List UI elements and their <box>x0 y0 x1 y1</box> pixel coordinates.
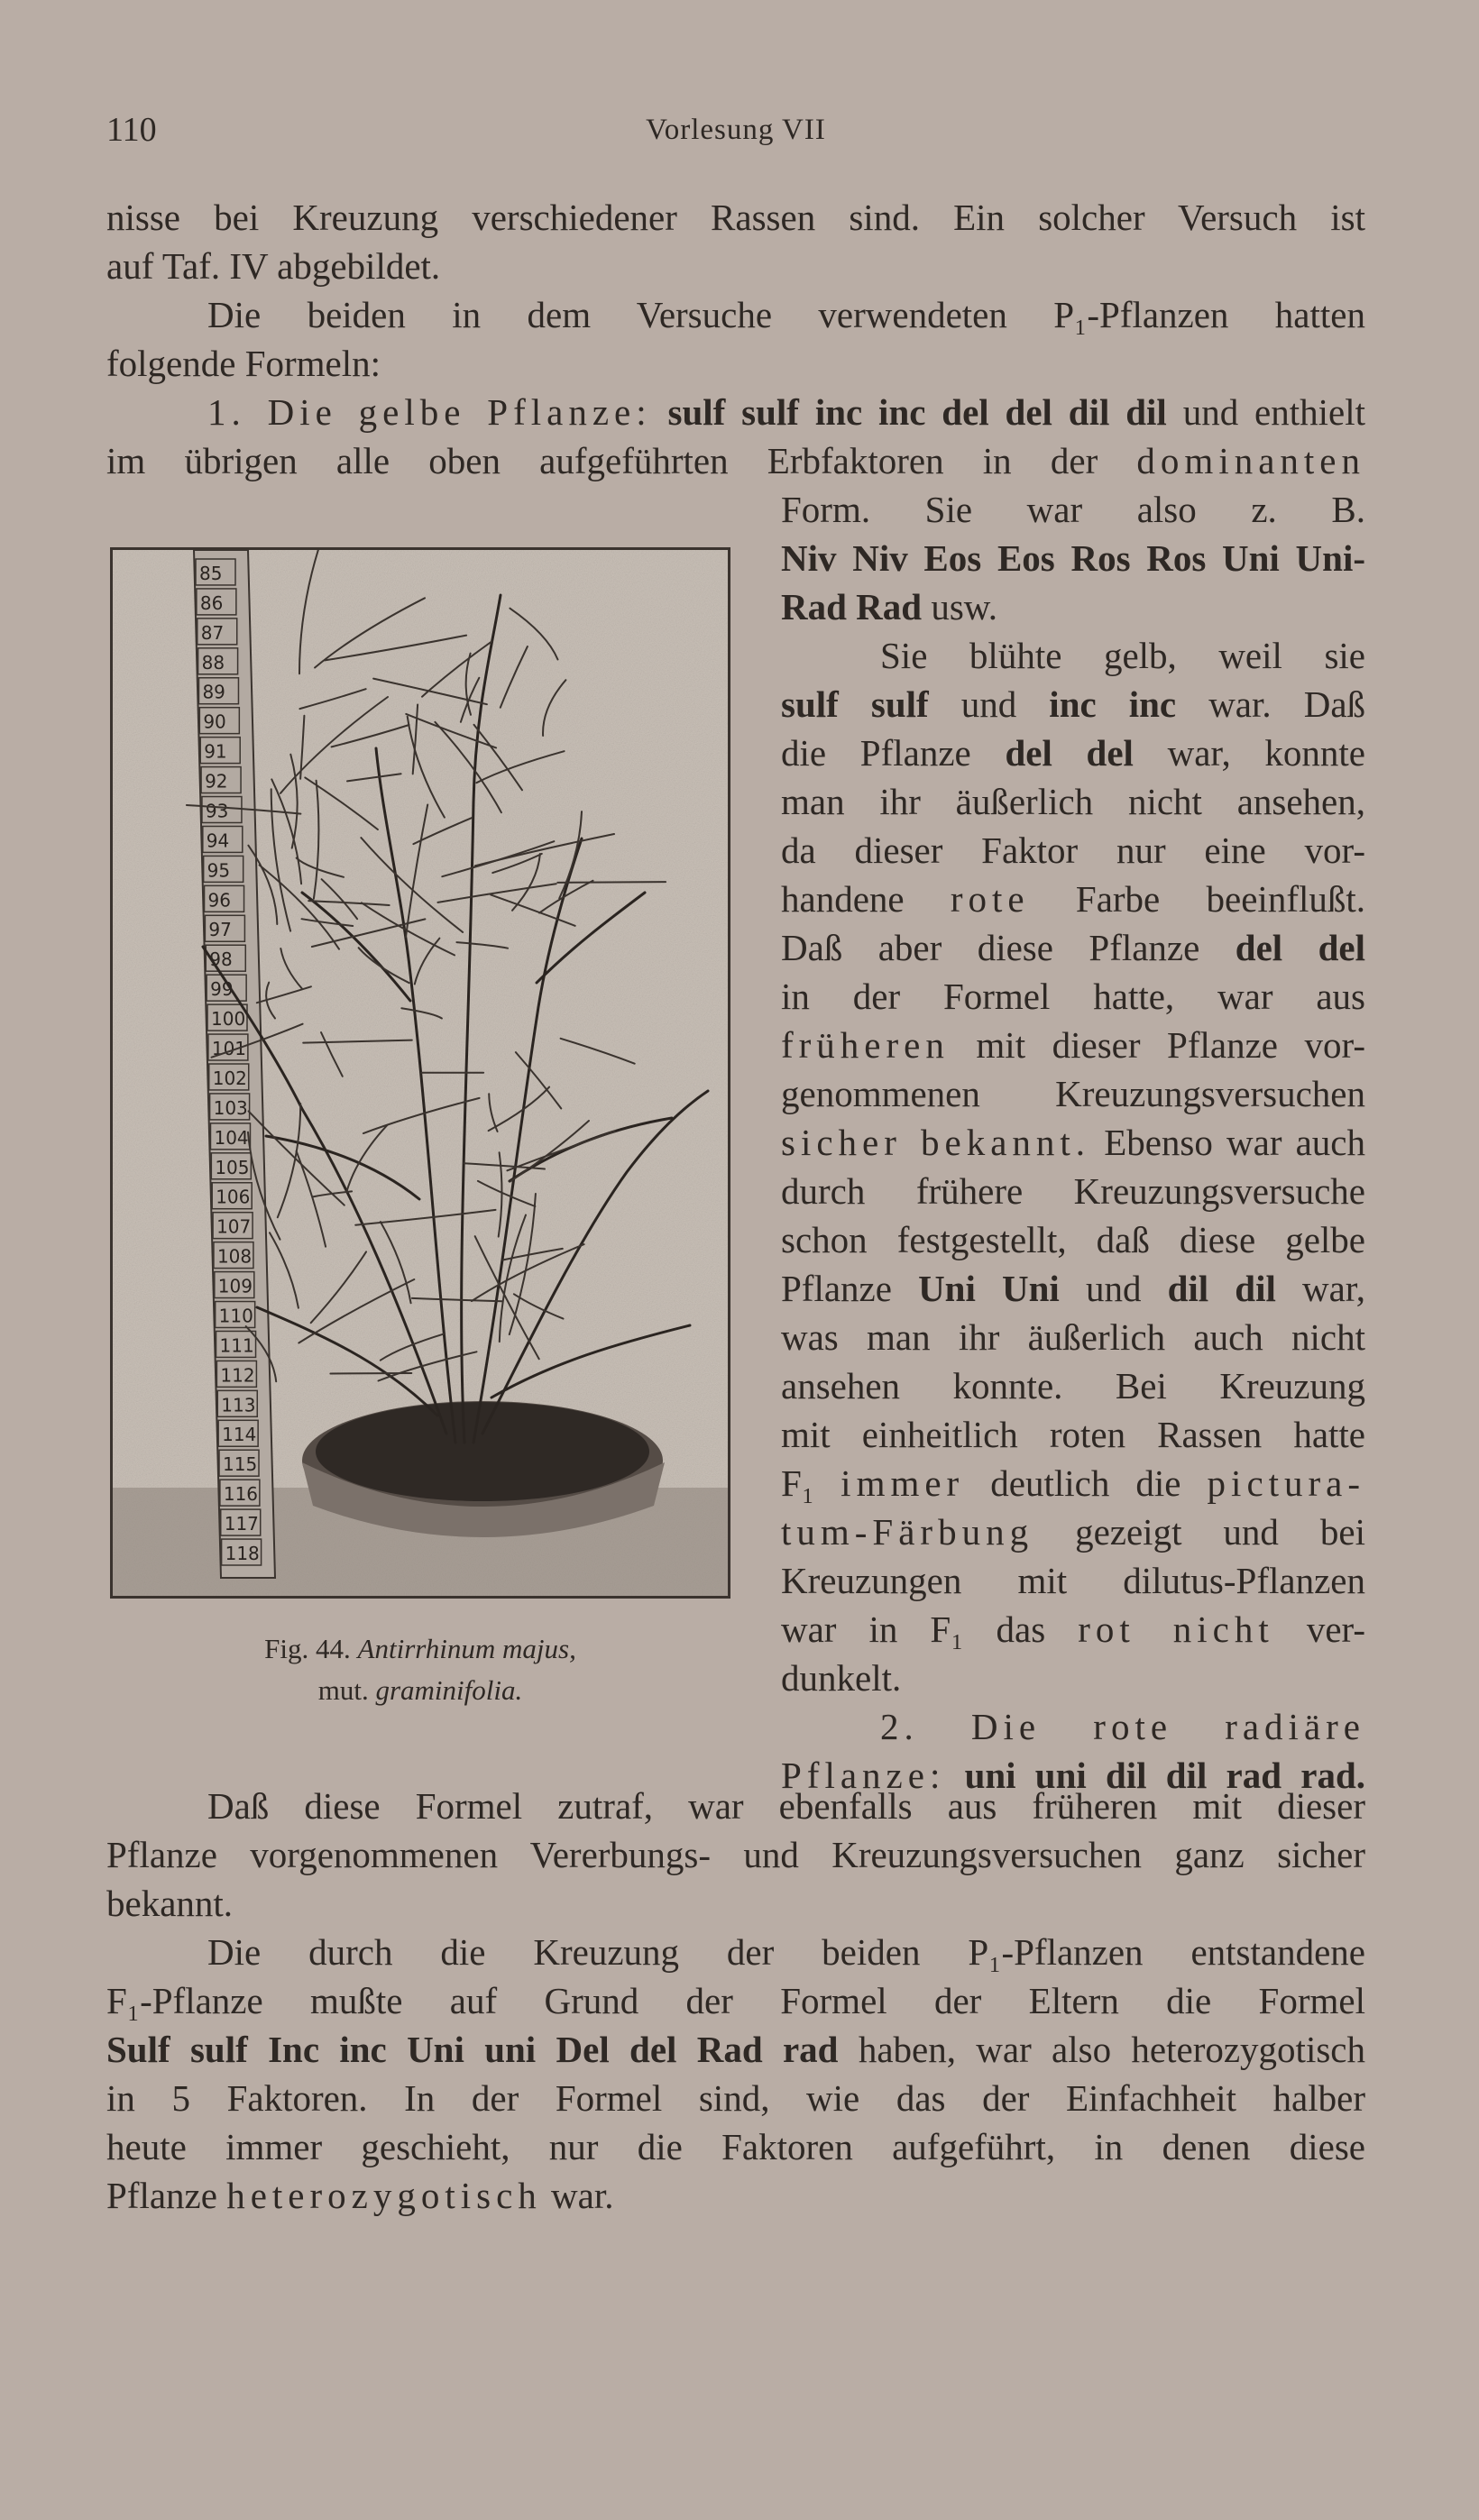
ruler-number: 108 <box>216 1245 253 1268</box>
genetic-formula: Niv Niv Eos Eos Ros Ros Uni Uni- <box>781 537 1365 579</box>
ruler-number: 117 <box>224 1513 259 1535</box>
ruler-number: 113 <box>221 1394 256 1416</box>
genetic-formula: Sulf sulf Inc inc Uni uni Del del Rad rad <box>106 2029 839 2070</box>
ruler-number: 106 <box>216 1186 251 1208</box>
text-span: und <box>960 683 1017 725</box>
figure-caption-line-2 <box>110 1670 730 1711</box>
text-line: nisse bei Kreuzung verschiedener Rassen sind. Ein solcher Versuch ist <box>106 197 1365 238</box>
text-span: und <box>1085 1268 1142 1309</box>
ruler-number: 96 <box>207 889 231 912</box>
text-span: Daß aber diese Pflanze <box>781 927 1200 968</box>
text-span: tum-Färbung <box>781 1511 1034 1553</box>
text-span: und enthielt <box>1182 391 1366 433</box>
text-span: im übrigen alle oben aufgeführten Erbfaktoren in der <box>106 440 1098 481</box>
ruler-number: 107 <box>216 1215 252 1238</box>
ruler-number: 114 <box>222 1424 257 1446</box>
text-line: folgende Formeln: <box>106 343 381 384</box>
text-line: man ihr äußerlich nicht ansehen, <box>781 781 1365 822</box>
ruler-number: 101 <box>211 1038 247 1059</box>
text-line: Pflanze vorgenommenen Vererbungs- und Kreuzungsversuchen ganz sicher <box>106 1834 1365 1875</box>
text-line: bekannt. <box>106 1883 234 1924</box>
text-span: die Pflanze <box>781 732 971 774</box>
ruler-number: 88 <box>201 651 225 674</box>
text-span: 1. Die gelbe Pflanze: <box>207 391 652 433</box>
text-line: in der Formel hatte, war aus <box>781 976 1365 1017</box>
genetic-formula: sulf sulf inc inc del del dil dil <box>667 391 1167 433</box>
text-line <box>781 729 1365 777</box>
text-line <box>781 680 1365 729</box>
text-span: mit dieser Pflanze vor- <box>976 1024 1366 1066</box>
text-line <box>781 1459 1365 1507</box>
ruler-number: 95 <box>207 859 231 882</box>
text-span: war in F₁ das <box>781 1608 1046 1650</box>
genetic-formula: del del <box>1235 927 1365 968</box>
text-line: Die durch die Kreuzung der beiden P₁-Pflanzen entstandene <box>207 1931 1365 1973</box>
leaf <box>557 882 666 883</box>
text-line: Daß diese Formel zutraf, war ebenfalls aus früheren mit dieser <box>207 1785 1365 1827</box>
text-line: Kreuzungen mit dilutus-Pflanzen <box>781 1560 1365 1601</box>
caption-prefix: mut. <box>317 1674 369 1706</box>
text-line <box>781 1118 1365 1167</box>
text-span: F₁ <box>781 1462 815 1504</box>
ruler-number: 109 <box>217 1275 253 1297</box>
genetic-formula: sulf sulf <box>781 683 929 725</box>
text-line: heute immer geschieht, nur die Faktoren aufgeführt, in denen diese <box>106 2126 1365 2167</box>
text-line <box>106 2025 1365 2074</box>
text-span: war. Daß <box>1208 683 1366 725</box>
text-line: mit einheitlich roten Rassen hatte <box>781 1414 1365 1455</box>
text-line: Die beiden in dem Versuche verwendeten P₁-Pflanzen hatten <box>207 294 1365 335</box>
text-span: immer <box>841 1462 965 1504</box>
ruler-number: 115 <box>223 1453 258 1476</box>
ruler-number: 100 <box>211 1008 246 1031</box>
text-span: Pflanze: <box>781 1755 946 1796</box>
text-span: pictura- <box>1207 1462 1366 1504</box>
text-line <box>781 582 1365 631</box>
ruler-number: 90 <box>203 710 226 733</box>
ruler-number: 116 <box>223 1483 259 1506</box>
text-line: da dieser Faktor nur eine vor- <box>781 829 1365 871</box>
genetic-formula: dil dil <box>1167 1268 1276 1309</box>
ruler-number: 89 <box>202 681 225 703</box>
text-line <box>781 1021 1365 1069</box>
ruler-number: 93 <box>205 800 229 822</box>
text-line <box>781 1507 1365 1556</box>
text-line: Sie blühte gelb, weil sie <box>880 635 1365 676</box>
ruler-number: 103 <box>213 1096 248 1119</box>
text-span: deutlich die <box>990 1462 1181 1504</box>
text-span: Farbe beeinflußt. <box>1075 878 1366 920</box>
text-line <box>106 436 1365 485</box>
plant-photo <box>113 550 728 1596</box>
text-line: F₁-Pflanze mußte auf Grund der Formel der Eltern die Formel <box>106 1980 1365 2021</box>
genetic-formula: inc inc <box>1049 683 1177 725</box>
text-span: Ebenso war auch <box>1104 1122 1365 1163</box>
text-span: war, konnte <box>1167 732 1365 774</box>
figure-photo <box>110 547 730 1599</box>
text-span: haben, war also heterozygotisch <box>858 2029 1365 2070</box>
text-span: rot nicht <box>1078 1608 1274 1650</box>
ruler-number: 111 <box>219 1334 254 1357</box>
text-line <box>781 923 1365 972</box>
ruler-number: 92 <box>205 770 228 793</box>
text-line: genommenen Kreuzungsversuchen <box>781 1073 1365 1114</box>
ruler-number: 91 <box>204 740 227 763</box>
caption-mutant: graminifolia. <box>375 1674 523 1706</box>
caption-label: Fig. 44. <box>264 1633 351 1664</box>
text-line: schon festgestellt, daß diese gelbe <box>781 1219 1365 1260</box>
text-line <box>781 1605 1365 1654</box>
text-line <box>781 534 1365 582</box>
text-line: was man ihr äußerlich auch nicht <box>781 1316 1365 1358</box>
ruler-number: 86 <box>199 591 224 614</box>
text-line: in 5 Faktoren. In der Formel sind, wie das der Einfachheit halber <box>106 2077 1365 2119</box>
ruler-number: 105 <box>215 1156 250 1178</box>
genetic-formula: Rad Rad <box>781 586 923 628</box>
ruler-number: 118 <box>225 1543 260 1564</box>
text-line: durch frühere Kreuzungsversuche <box>781 1170 1365 1212</box>
text-span: sicher bekannt. <box>781 1122 1091 1163</box>
ruler-number: 110 <box>218 1305 253 1327</box>
text-span: Pflanze <box>106 2175 217 2216</box>
text-span: war, <box>1301 1268 1366 1309</box>
ruler-number: 87 <box>200 621 225 644</box>
text-span: dominanten <box>1136 440 1365 481</box>
running-title: Vorlesung VII <box>646 114 826 146</box>
text-line: dunkelt. <box>781 1657 902 1699</box>
text-span: rote <box>950 878 1030 920</box>
genetic-formula: Uni Uni <box>918 1268 1060 1309</box>
text-line: 2. Die rote radiäre <box>880 1706 1365 1747</box>
ruler-number: 102 <box>212 1067 247 1089</box>
genetic-formula: uni uni dil dil rad rad. <box>964 1755 1366 1796</box>
page-number: 110 <box>106 111 157 149</box>
text-span: war. <box>551 2175 614 2216</box>
ruler-number: 97 <box>208 919 232 941</box>
ruler-number: 98 <box>209 948 233 971</box>
ruler-number: 94 <box>206 829 230 852</box>
text-span: früheren <box>781 1024 950 1066</box>
text-line: Form. Sie war also z. B. <box>781 489 1365 530</box>
ruler-number: 104 <box>214 1126 249 1149</box>
text-line: auf Taf. IV abgebildet. <box>106 245 441 287</box>
text-line <box>781 875 1365 923</box>
text-line <box>106 388 1365 436</box>
genetic-formula: del del <box>1005 732 1134 774</box>
text-span: heterozygotisch <box>226 2175 542 2216</box>
text-line <box>781 1264 1365 1313</box>
text-span: ver- <box>1306 1608 1365 1650</box>
text-span: gezeigt und bei <box>1075 1511 1366 1553</box>
ruler-number: 112 <box>220 1364 255 1387</box>
figure-caption <box>110 1628 730 1670</box>
text-line: ansehen konnte. Bei Kreuzung <box>781 1365 1365 1407</box>
text-span: Pflanze <box>781 1268 892 1309</box>
caption-species: Antirrhinum majus, <box>357 1633 576 1664</box>
page-header <box>106 110 1365 155</box>
text-line <box>106 2171 1365 2220</box>
text-span: usw. <box>931 586 997 628</box>
text-span: handene <box>781 878 905 920</box>
ruler-number: 85 <box>199 562 223 584</box>
ruler-number: 99 <box>210 978 234 1001</box>
